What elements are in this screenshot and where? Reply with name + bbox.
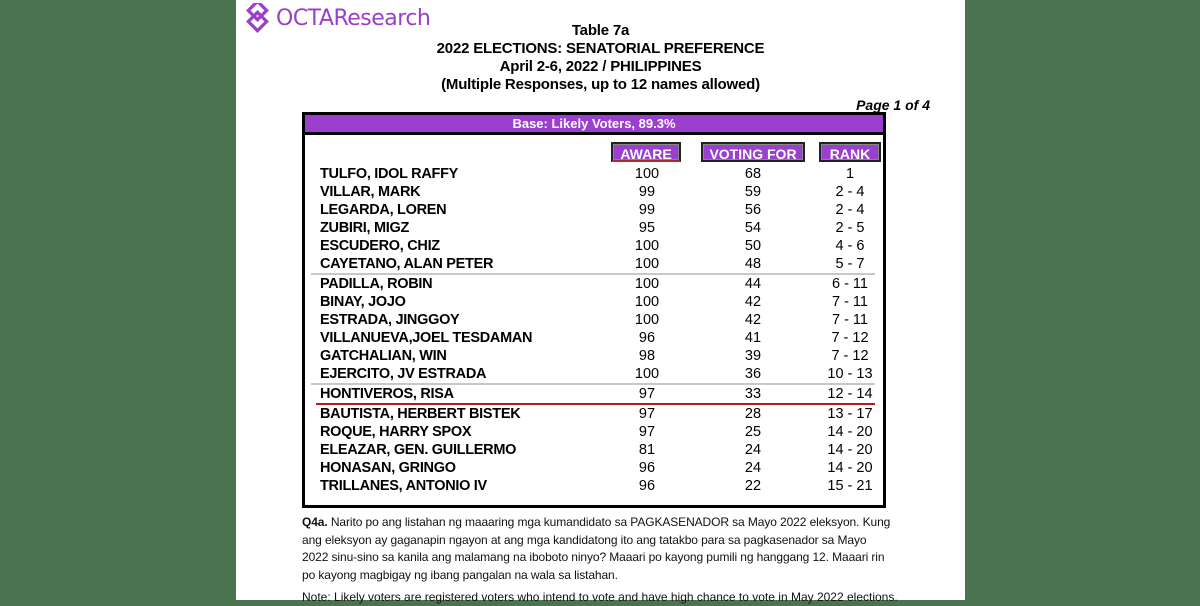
voting-for-value: 54 xyxy=(744,220,762,236)
voting-for-value: 33 xyxy=(744,386,762,402)
candidate-name: ZUBIRI, MIGZ xyxy=(320,220,410,236)
table-row xyxy=(305,405,883,423)
rank-value: 2 - 4 xyxy=(835,202,865,218)
table-row xyxy=(305,365,883,383)
table-row xyxy=(305,237,883,255)
table-row xyxy=(305,329,883,347)
question-body: Narito po ang listahan ng maaaring mga kumandidato sa PAGKASENADOR sa Mayo 2022 eleksyon. Kung ang eleksyon ay gaganapin ngayon at ang mga kandidatong ito ang tatakbo para sa pagkasenador sa Mayo 2022 sinu-sino sa kanila ang malamang na iboboto ninyo? Maaari po kayong pumili ng hanggang 12. Maaari rin po kayong magbigay ng ibang pangalan na wala sa listahan. xyxy=(302,515,891,582)
candidate-name: ESTRADA, JINGGOY xyxy=(320,312,460,328)
rank-value: 12 - 14 xyxy=(827,386,873,402)
candidate-name: VILLAR, MARK xyxy=(320,184,421,200)
table-row xyxy=(305,201,883,219)
aware-value: 99 xyxy=(638,184,656,200)
voting-for-value: 41 xyxy=(744,330,762,346)
table-row xyxy=(305,347,883,365)
column-header-rank: RANK xyxy=(819,142,881,162)
aware-value: 81 xyxy=(638,442,656,458)
aware-value: 97 xyxy=(638,386,656,402)
aware-value: 99 xyxy=(638,202,656,218)
table-row xyxy=(305,183,883,201)
voting-for-value: 48 xyxy=(744,256,762,272)
voting-for-value: 44 xyxy=(744,276,762,292)
document-page xyxy=(236,0,965,604)
aware-value: 100 xyxy=(634,238,660,254)
rank-value: 2 - 5 xyxy=(835,220,865,236)
table-row xyxy=(305,275,883,293)
rank-value: 7 - 12 xyxy=(831,330,869,346)
rank-value: 10 - 13 xyxy=(827,366,873,382)
candidate-name: GATCHALIAN, WIN xyxy=(320,348,447,364)
aware-value: 97 xyxy=(638,424,656,440)
table-subtitle: (Multiple Responses, up to 12 names allowed) xyxy=(441,76,760,93)
voting-for-value: 59 xyxy=(744,184,762,200)
aware-value: 96 xyxy=(638,460,656,476)
question-text xyxy=(302,514,892,584)
rank-value: 2 - 4 xyxy=(835,184,865,200)
candidate-name: TULFO, IDOL RAFFY xyxy=(320,166,459,182)
column-header-aware: AWARE xyxy=(611,142,681,162)
candidate-name: EJERCITO, JV ESTRADA xyxy=(320,366,487,382)
aware-value: 100 xyxy=(634,256,660,272)
aware-value: 97 xyxy=(638,406,656,422)
aware-value: 96 xyxy=(638,330,656,346)
candidate-name: HONASAN, GRINGO xyxy=(320,460,456,476)
voting-for-value: 28 xyxy=(744,406,762,422)
table-row xyxy=(305,477,883,495)
date-location: April 2-6, 2022 / PHILIPPINES xyxy=(499,58,702,75)
candidate-name: ELEAZAR, GEN. GUILLERMO xyxy=(320,442,517,458)
aware-value: 100 xyxy=(634,294,660,310)
rank-value: 7 - 11 xyxy=(831,294,868,310)
logo-text: OCTAResearch xyxy=(276,5,431,31)
table-title: 2022 ELECTIONS: SENATORIAL PREFERENCE xyxy=(436,40,765,57)
aware-value: 100 xyxy=(634,276,660,292)
aware-value: 95 xyxy=(638,220,656,236)
footnote: Note: Likely voters are registered voters who intend to vote and have high chance to vote in May 2022 elections. xyxy=(302,590,898,604)
table-row xyxy=(305,165,883,183)
candidate-name: ROQUE, HARRY SPOX xyxy=(320,424,472,440)
voting-for-value: 42 xyxy=(744,312,762,328)
column-header-voting-for: VOTING FOR xyxy=(701,142,805,162)
candidate-name: ESCUDERO, CHIZ xyxy=(320,238,440,254)
base-bar: Base: Likely Voters, 89.3% xyxy=(305,115,883,135)
aware-value: 100 xyxy=(634,312,660,328)
aware-value: 96 xyxy=(638,478,656,494)
table-row xyxy=(305,385,883,403)
rank-value: 4 - 6 xyxy=(835,238,865,254)
rank-value: 14 - 20 xyxy=(827,424,873,440)
rank-value: 13 - 17 xyxy=(827,406,873,422)
voting-for-value: 24 xyxy=(744,442,762,458)
candidate-name: PADILLA, ROBIN xyxy=(320,276,433,292)
page-label: Page 1 of 4 xyxy=(856,97,930,113)
table-row xyxy=(305,441,883,459)
rank-value: 5 - 7 xyxy=(835,256,865,272)
rank-value: 1 xyxy=(845,166,855,182)
rank-value: 15 - 21 xyxy=(827,478,873,494)
table-row xyxy=(305,423,883,441)
candidate-name: HONTIVEROS, RISA xyxy=(320,386,454,402)
voting-for-value: 22 xyxy=(744,478,762,494)
column-headers xyxy=(305,142,883,164)
candidate-name: CAYETANO, ALAN PETER xyxy=(320,256,494,272)
candidate-name: TRILLANES, ANTONIO IV xyxy=(320,478,487,494)
rank-value: 7 - 11 xyxy=(831,312,868,328)
aware-value: 100 xyxy=(634,166,660,182)
voting-for-value: 56 xyxy=(744,202,762,218)
table-row xyxy=(305,311,883,329)
table-row xyxy=(305,459,883,477)
candidate-name: VILLANUEVA,JOEL TESDAMAN xyxy=(320,330,533,346)
title-block xyxy=(236,22,965,94)
candidate-name: LEGARDA, LOREN xyxy=(320,202,447,218)
voting-for-value: 42 xyxy=(744,294,762,310)
table-row xyxy=(305,293,883,311)
table-row xyxy=(305,219,883,237)
aware-value: 100 xyxy=(634,366,660,382)
aware-value: 98 xyxy=(638,348,656,364)
table-number: Table 7a xyxy=(571,22,630,39)
question-label: Q4a. xyxy=(302,515,328,529)
rank-value: 14 - 20 xyxy=(827,460,873,476)
voting-for-value: 25 xyxy=(744,424,762,440)
rank-value: 7 - 12 xyxy=(831,348,869,364)
senatorial-table xyxy=(302,112,886,508)
rank-value: 6 - 11 xyxy=(831,276,868,292)
voting-for-value: 24 xyxy=(744,460,762,476)
table-rows xyxy=(305,165,883,495)
voting-for-value: 50 xyxy=(744,238,762,254)
candidate-name: BINAY, JOJO xyxy=(320,294,406,310)
voting-for-value: 39 xyxy=(744,348,762,364)
voting-for-value: 36 xyxy=(744,366,762,382)
voting-for-value: 68 xyxy=(744,166,762,182)
rank-value: 14 - 20 xyxy=(827,442,873,458)
table-row xyxy=(305,255,883,273)
candidate-name: BAUTISTA, HERBERT BISTEK xyxy=(320,406,521,422)
